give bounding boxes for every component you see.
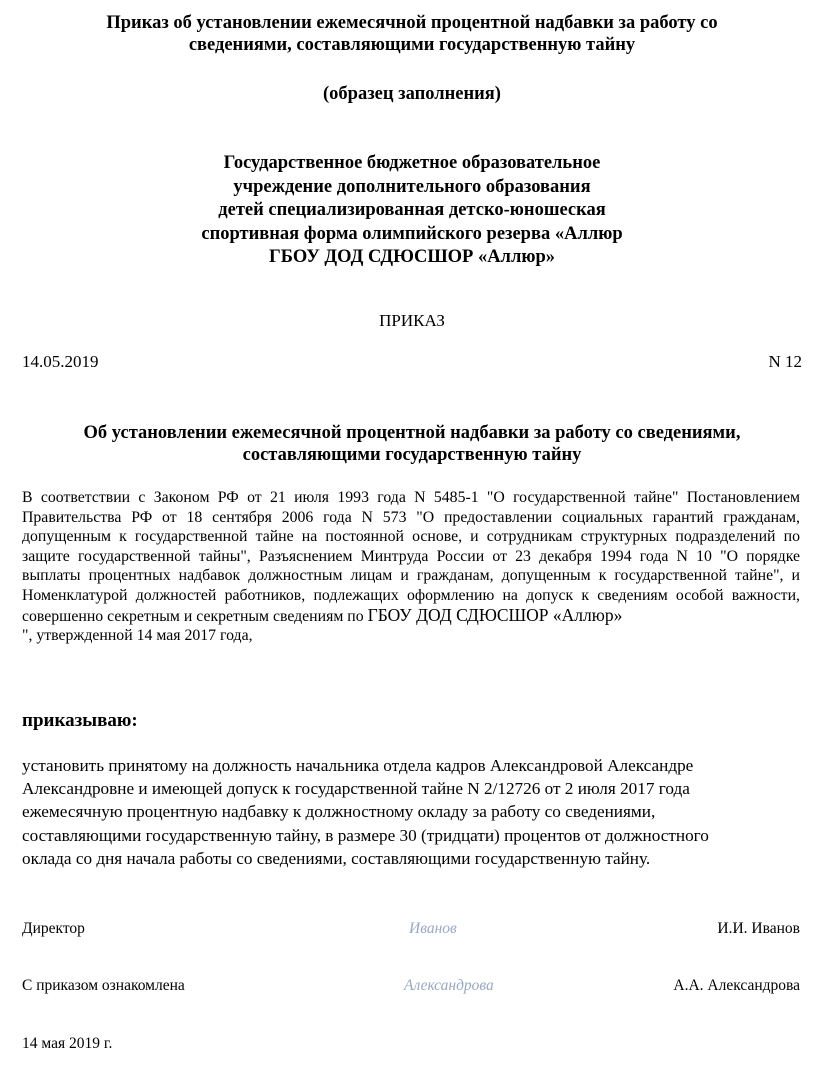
preamble-line: защите государственной тайны", Разъяснением Минтруда России от 23 декабря 1994 года N 10 "О порядке <box>22 547 800 565</box>
document-title-line: сведениями, составляющими государственную тайну <box>188 35 636 55</box>
document-title <box>0 12 824 56</box>
acknowledged-name: А.А. Александрова <box>673 977 800 994</box>
preamble-last-line-prefix: совершенно секретным и секретным сведениям по <box>22 607 368 625</box>
director-name: И.И. Иванов <box>717 920 800 937</box>
preamble-line: выплаты процентных надбавок должностным лицам и гражданам, допущенным к государственной тайне", и <box>22 567 800 585</box>
document-title-line: Приказ об установлении ежемесячной процентной надбавки за работу со <box>106 13 718 33</box>
organization-line: спортивная форма олимпийского резерва «Аллюр <box>201 223 623 244</box>
preamble-org-name: ГБОУ ДОД СДЮСШОР «Аллюр» <box>367 604 623 625</box>
organization-line: учреждение дополнительного образования <box>233 176 591 197</box>
preamble-line: Правительства РФ от 18 сентября 2006 года N 573 "О предоставлении социальных гарантий гражданам, <box>22 508 800 526</box>
organization-block <box>0 152 824 270</box>
directive-line: составляющими государственную тайну, в размере 30 (тридцати) процентов от должностного <box>22 825 709 845</box>
preamble-last-line <box>22 606 800 627</box>
directive-text <box>22 754 812 870</box>
directive-line: установить принятому на должность начальника отдела кадров Александровой Александре <box>22 756 694 775</box>
director-label: Директор <box>22 920 85 937</box>
organization-line: ГБОУ ДОД СДЮСШОР «Аллюр» <box>268 247 555 267</box>
preamble-line: допущенным к государственной тайне на постоянной основе, и сотрудникам структурных подразделений по <box>22 528 800 546</box>
directive-line: Александровне и имеющей допуск к государственной тайне N 2/12726 от 2 июля 2017 года <box>22 779 690 799</box>
director-signature: Иванов <box>409 920 457 937</box>
sample-note: (образец заполнения) <box>323 84 501 104</box>
order-subject <box>0 422 824 466</box>
organization-line: детей специализированная детско-юношеская <box>218 200 606 220</box>
preamble <box>22 488 800 646</box>
directive-line: ежемесячную процентную надбавку к должностному окладу за работу со сведениями, <box>22 802 656 822</box>
preamble-closing: ", утвержденной 14 мая 2017 года, <box>22 627 253 645</box>
preamble-line: В соответствии с Законом РФ от 21 июля 1993 года N 5485-1 "О государственной тайне" Постановлением <box>22 489 800 506</box>
acknowledged-label: С приказом ознакомлена <box>22 977 185 994</box>
order-number: N 12 <box>768 352 802 371</box>
acknowledged-date: 14 мая 2019 г. <box>22 1035 113 1052</box>
preamble-line: Номенклатурой должностей работников, подлежащих оформлению на допуск к сведениям особой важности, <box>22 586 800 604</box>
organization-line: Государственное бюджетное образовательное <box>223 153 601 173</box>
directive-heading: приказываю: <box>22 710 138 731</box>
order-subject-line: составляющими государственную тайну <box>242 445 582 465</box>
order-date: 14.05.2019 <box>22 352 99 371</box>
order-subject-line: Об установлении ежемесячной процентной надбавки за работу со сведениями, <box>83 423 741 443</box>
order-heading: ПРИКАЗ <box>379 311 445 330</box>
acknowledged-signature: Александрова <box>404 977 494 994</box>
directive-line: оклада со дня начала работы со сведениями, составляющими государственную тайну. <box>22 848 651 868</box>
